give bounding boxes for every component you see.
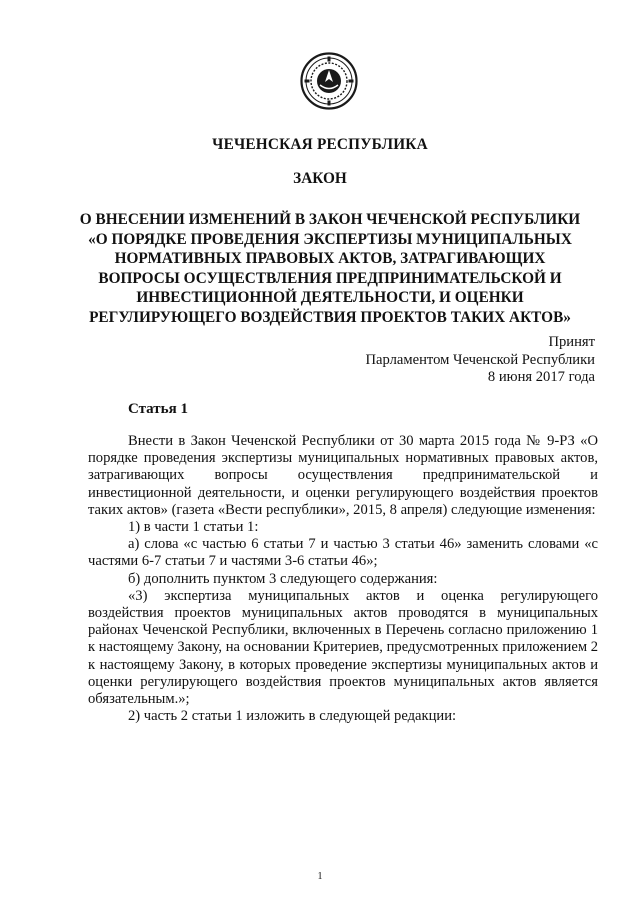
paragraph: а) слова «с частью 6 статьи 7 и частью 3 статьи 46» заменить словами «с частями 6-7 статьи 7 и частями 3-6 статьи 46»; [88,536,598,570]
law-title-line: ВОПРОСЫ ОСУЩЕСТВЛЕНИЯ ПРЕДПРИНИМАТЕЛЬСКОЙ И [98,269,562,287]
adopted-label: Принят [548,334,595,350]
article-heading: Статья 1 [128,401,188,417]
republic-heading: ЧЕЧЕНСКАЯ РЕСПУБЛИКА [212,136,428,153]
coat-of-arms-emblem-icon [300,52,358,110]
law-title [60,210,600,327]
law-title-line: ИНВЕСТИЦИОННОЙ ДЕЯТЕЛЬНОСТИ, И ОЦЕНКИ [136,289,524,306]
adopted-by: Парламентом Чеченской Республики [365,351,595,368]
law-title-line: РЕГУЛИРУЮЩЕГО ВОЗДЕЙСТВИЯ ПРОЕКТОВ ТАКИХ АКТОВ» [89,308,571,326]
page-number: 1 [317,871,323,882]
adopted-date: 8 июня 2017 года [487,369,595,385]
article-body [88,433,598,725]
paragraph: 2) часть 2 статьи 1 изложить в следующей редакции: [128,708,457,725]
paragraph: 1) в части 1 статьи 1: [128,519,259,536]
paragraph: б) дополнить пунктом 3 следующего содержания: [128,570,438,587]
paragraph: «3) экспертиза муниципальных актов и оценка регулирующего воздействия проектов муниципальных актов проводятся в муниципальных районах Чеченской Республики, включенных в Перечень согласно приложению 1 к настоящему Закону, на основании Критериев, предусмотренных приложением 2 к настоящему Закону, в которых проведение экспертизы муниципальных актов и оценки регулирующего воздействия проектов муниципальных актов является обязательным.»; [88,587,599,708]
law-title-line: НОРМАТИВНЫХ ПРАВОВЫХ АКТОВ, ЗАТРАГИВАЮЩИХ [114,250,546,267]
document-type-heading: ЗАКОН [293,170,347,187]
adoption-block [365,334,595,387]
paragraph: Внести в Закон Чеченской Республики от 30 марта 2015 года № 9-РЗ «О порядке проведения экспертизы муниципальных нормативных правовых актов, затрагивающих вопросы осуществления предпринимательской и инвестиционной деятельности, и оценки регулирующего воздействия проектов таких актов» (газета «Вести республики», 2015, 8 апреля) следующие изменения: [88,433,598,518]
law-title-line: О ВНЕСЕНИИ ИЗМЕНЕНИЙ В ЗАКОН ЧЕЧЕНСКОЙ РЕСПУБЛИКИ [79,211,581,228]
law-title-line: «О ПОРЯДКЕ ПРОВЕДЕНИЯ ЭКСПЕРТИЗЫ МУНИЦИПАЛЬНЫХ [88,230,572,248]
